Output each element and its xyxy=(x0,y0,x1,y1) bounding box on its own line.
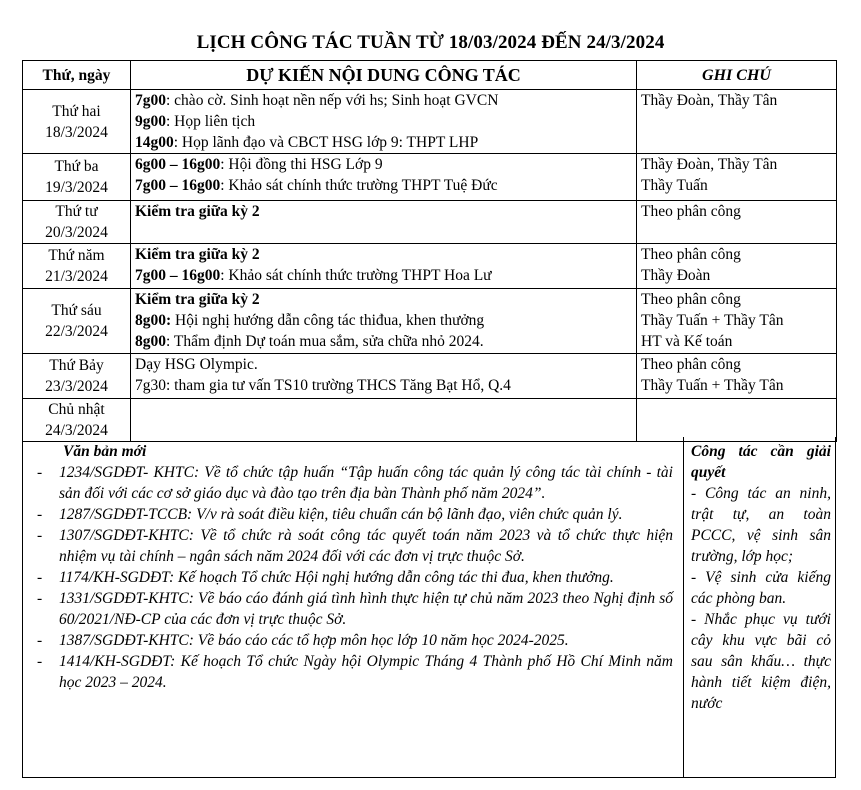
content-time: Kiểm tra giữa kỳ 2 xyxy=(135,203,260,220)
content-cell xyxy=(131,244,637,289)
content-text: : Khảo sát chính thức trường THPT Tuệ Đức xyxy=(220,177,498,194)
note-line: Thầy Tuấn + Thầy Tân xyxy=(641,377,784,394)
day-date: 23/3/2024 xyxy=(45,378,108,395)
document-item: - 1414/KH-SGDĐT: Kế hoạch Tổ chức Ngày hội Olympic Tháng 4 Thành phố Hồ Chí Minh năm học 2023 – 2024. xyxy=(23,651,683,693)
day-cell xyxy=(23,90,131,154)
header-content: DỰ KIẾN NỘI DUNG CÔNG TÁC xyxy=(131,61,637,90)
note-line: Theo phân công xyxy=(641,356,741,373)
note-cell xyxy=(637,399,837,442)
content-time: 14g00 xyxy=(135,134,174,151)
task-item: - Công tác an ninh, trật tự, an toàn PCCC, vệ sinh sân trường, lớp học; xyxy=(691,485,831,565)
content-line xyxy=(135,244,632,265)
content-text: : Họp liên tịch xyxy=(166,113,256,130)
content-cell xyxy=(131,201,637,244)
day-name: Thứ hai xyxy=(52,102,101,120)
content-time: 7g00 – 16g00 xyxy=(135,267,221,284)
day-date: 22/3/2024 xyxy=(45,323,108,340)
document-item: - 1331/SGDĐT-KHTC: Về báo cáo đánh giá tình hình thực hiện tự chủ năm 2023 theo Nghị định số 60/2021/NĐ-CP của các đơn vị trực thuộc Sở. xyxy=(23,588,683,630)
content-text: : Hội đồng thi HSG Lớp 9 xyxy=(220,156,383,173)
content-line xyxy=(135,375,632,396)
content-time: 7g00 – 16g00 xyxy=(135,177,221,194)
content-time: 6g00 – 16g00 xyxy=(135,156,221,173)
header-row xyxy=(23,61,837,90)
content-cell xyxy=(131,354,637,399)
day-date: 18/3/2024 xyxy=(45,123,108,141)
content-text: Dạy HSG Olympic. xyxy=(135,356,258,373)
task-item: - Nhắc phục vụ tưới cây khu vực bãi cỏ sau sân khấu… thực hành tiết kiệm điện, nước xyxy=(691,611,831,712)
document-item: - 1307/SGDĐT-KHTC: Về tổ chức rà soát công tác quyết toán năm 2023 và tổ chức thực hiện nhiệm vụ tài chính – ngân sách năm 2024 đối với các đơn vị trực thuộc Sở. xyxy=(23,525,683,567)
content-text: : Họp lãnh đạo và CBCT HSG lớp 9: THPT LHP xyxy=(173,134,479,151)
note-cell xyxy=(637,354,837,399)
content-line xyxy=(135,132,632,153)
content-line xyxy=(135,90,632,111)
note-cell xyxy=(637,90,837,154)
note-cell xyxy=(637,244,837,289)
schedule-table xyxy=(22,60,837,442)
content-text: : chào cờ. Sinh hoạt nền nếp với hs; Sinh hoạt GVCN xyxy=(166,92,499,109)
page-title: LỊCH CÔNG TÁC TUẦN TỪ 18/03/2024 ĐẾN 24/3/2024 xyxy=(196,32,665,53)
content-text: 7g30: tham gia tư vấn TS10 trường THCS Tăng Bạt Hổ, Q.4 xyxy=(135,377,511,394)
day-cell xyxy=(23,244,131,289)
new-documents-section xyxy=(23,437,684,777)
content-line xyxy=(135,111,632,132)
day-cell xyxy=(23,154,131,201)
content-text: Hội nghị hướng dẫn công tác thiđua, khen thưởng xyxy=(171,312,485,329)
content-cell xyxy=(131,154,637,201)
day-row xyxy=(23,399,837,442)
content-time: 8g00: xyxy=(135,312,172,329)
day-date: 20/3/2024 xyxy=(45,224,108,241)
content-cell xyxy=(131,289,637,354)
content-cell xyxy=(131,399,637,442)
new-documents-list xyxy=(23,462,683,693)
day-name: Thứ năm xyxy=(48,247,105,264)
pending-tasks-section xyxy=(691,437,831,714)
note-cell xyxy=(637,201,837,244)
content-line xyxy=(135,354,632,375)
day-cell xyxy=(23,399,131,442)
header-day: Thứ, ngày xyxy=(23,61,131,90)
day-row xyxy=(23,201,837,244)
note-line: Thầy Đoàn, Thầy Tân xyxy=(641,156,778,173)
content-line xyxy=(135,175,632,196)
content-time: 8g00 xyxy=(135,333,166,350)
document-item: - 1174/KH-SGDĐT: Kế hoạch Tổ chức Hội nghị hướng dẫn công tác thi đua, khen thưởng. xyxy=(23,567,683,588)
note-line: Theo phân công xyxy=(641,246,741,263)
content-line xyxy=(135,310,632,331)
day-name: Thứ Bảy xyxy=(49,357,104,374)
content-text: : Khảo sát chính thức trường THPT Hoa Lư xyxy=(220,267,492,284)
day-date: 21/3/2024 xyxy=(45,268,108,285)
note-line: Theo phân công xyxy=(641,203,741,220)
note-line: Thầy Tuấn + Thầy Tân xyxy=(641,312,784,329)
content-time: Kiểm tra giữa kỳ 2 xyxy=(135,291,260,308)
day-name: Thứ sáu xyxy=(51,302,102,319)
task-item: - Vệ sinh cửa kiếng các phòng ban. xyxy=(691,569,831,607)
content-cell xyxy=(131,90,637,154)
pending-tasks-list xyxy=(691,483,831,714)
day-date: 19/3/2024 xyxy=(45,179,108,196)
note-cell xyxy=(637,289,837,354)
note-cell xyxy=(637,154,837,201)
day-row xyxy=(23,90,837,154)
day-row xyxy=(23,154,837,201)
document-item: - 1387/SGDĐT-KHTC: Về báo cáo các tổ hợp môn học lớp 10 năm học 2024-2025. xyxy=(23,630,683,651)
note-line: Thầy Đoàn, Thầy Tân xyxy=(641,92,778,109)
content-line xyxy=(135,201,632,222)
day-date: 24/3/2024 xyxy=(45,422,108,439)
content-time: Kiểm tra giữa kỳ 2 xyxy=(135,246,260,263)
day-name: Chủ nhật xyxy=(48,401,105,418)
note-line: Thầy Đoàn xyxy=(641,267,711,284)
bottom-section xyxy=(22,437,836,778)
content-time: 9g00 xyxy=(135,113,166,130)
new-documents-title: Văn bản mới xyxy=(63,443,147,460)
content-time: 7g00 xyxy=(135,92,166,109)
note-line: HT và Kế toán xyxy=(641,333,733,350)
content-line xyxy=(135,289,632,310)
pending-tasks-title: Công tác cần giải quyết xyxy=(691,443,831,481)
day-row xyxy=(23,289,837,354)
content-text: : Thẩm định Dự toán mua sắm, sửa chữa nhỏ 2024. xyxy=(166,333,484,350)
day-cell xyxy=(23,354,131,399)
document-item: - 1287/SGDĐT-TCCB: V/v rà soát điều kiện, tiêu chuẩn cán bộ lãnh đạo, viên chức quản lý. xyxy=(23,504,683,525)
note-line: Thầy Tuấn xyxy=(641,177,708,194)
day-row xyxy=(23,354,837,399)
day-name: Thứ tư xyxy=(55,203,98,220)
day-cell xyxy=(23,289,131,354)
content-line xyxy=(135,265,632,286)
day-cell xyxy=(23,201,131,244)
content-line xyxy=(135,154,632,175)
content-line xyxy=(135,331,632,352)
note-line: Theo phân công xyxy=(641,291,741,308)
document-item: - 1234/SGDĐT- KHTC: Về tổ chức tập huấn “Tập huấn công tác quản lý công tác tài chính - tài sản đối với các cơ sở giáo dục và đào tạo trên địa bàn Thành phố năm 2024”. xyxy=(23,462,683,504)
header-note: GHI CHÚ xyxy=(637,61,837,90)
day-row xyxy=(23,244,837,289)
day-name: Thứ ba xyxy=(54,158,99,175)
